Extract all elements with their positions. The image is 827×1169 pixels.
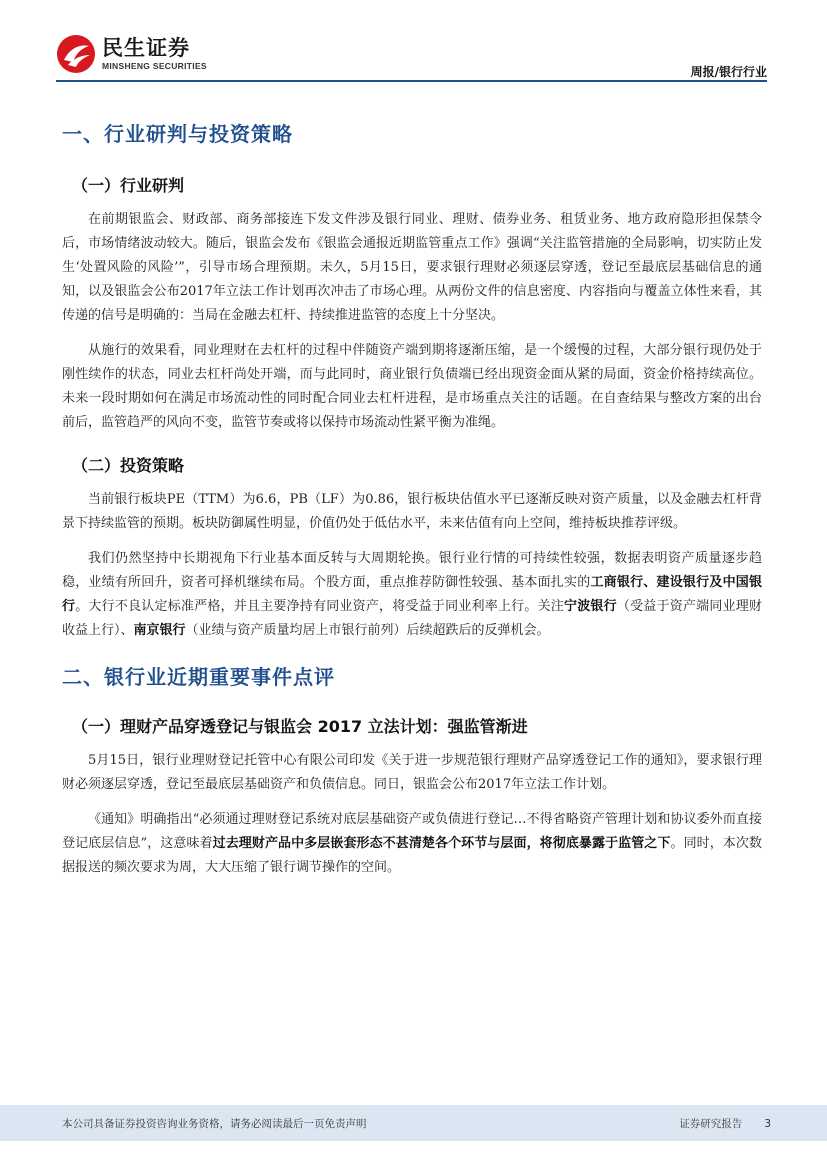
highlight-nanjing-bank: 南京银行	[133, 623, 186, 638]
highlight-banks: 工商银行、建设银行及中国银行	[62, 575, 762, 614]
paragraph: 在前期银监会、财政部、商务部接连下发文件涉及银行同业、理财、债券业务、租赁业务、地方政府隐形担保禁令后，市场情绪波动较大。随后，银监会发布《银监会通报近期监管重点工作》强调“关注监管措施的全局影响，切实防止发生‘处置风险的风险’”，引导市场合理预期。未久，5月15日，要求银行理财必须逐层穿透，登记至最底层基础信息的通知，以及银监会公布2017年立法工作计划再次冲击了市场心理。从两份文件的信息密度、内容指向与覆盖立体性来看，其传递的信号是明确的：当局在金融去杠杆、持续推进监管的态度上十分坚决。	[62, 212, 762, 323]
section-2-title: 二、银行业近期重要事件点评	[62, 665, 335, 689]
page-number: 3	[764, 1118, 771, 1130]
page-header	[0, 0, 827, 82]
text-run: 。大行不良认定标准严格，并且主要净持有同业资产，将受益于同业利率上行。关注	[75, 599, 565, 614]
header-divider	[56, 80, 767, 82]
text-run: （受益于资产端同业理财收益上行）、	[62, 599, 762, 638]
section-2-1-title: （一）理财产品穿透登记与银监会 2017 立法计划：强监管渐进	[72, 717, 528, 736]
highlight-text: 过去理财产品中多层嵌套形态不甚清楚各个环节与层面，将彻底暴露于监管之下	[212, 836, 671, 851]
footer-right	[679, 1116, 771, 1131]
company-logo	[56, 34, 207, 74]
paragraph	[62, 547, 762, 643]
section-1-1-title: （一）行业研判	[72, 176, 185, 195]
report-category: 周报/银行行业	[690, 65, 767, 79]
paragraph: 从施行的效果看，同业理财在去杠杆的过程中伴随资产端到期将逐渐压缩，是一个缓慢的过程，大部分银行现仍处于刚性续作的状态，同业去杠杆尚处开端，而与此同时，商业银行负债端已经出现资金面从紧的局面，资金价格持续高位。未来一段时期如何在满足市场流动性的同时配合同业去杠杆进程，是市场重点关注的话题。在自查结果与整改方案的出台前后，监管趋严的风向不变，监管节奏或将以保持市场流动性紧平衡为准绳。	[62, 343, 762, 430]
report-body	[62, 118, 762, 880]
disclaimer-note: 本公司具备证券投资咨询业务资格，请务必阅读最后一页免责声明	[62, 1118, 367, 1130]
section-1-title: 一、行业研判与投资策略	[62, 122, 293, 146]
section-1-2-title: （二）投资策略	[72, 456, 185, 475]
highlight-ningbo-bank: 宁波银行	[564, 599, 617, 614]
text-run: 我们仍然坚持中长期视角下行业基本面反转与大周期轮换。银行业行情的可持续性较强，数据表明资产质量逐步趋稳，业绩有所回升，资者可择机继续布局。个股方面，重点推荐防御性较强、基本面扎实的	[62, 551, 762, 590]
logo-chinese-name: 民生证券	[102, 35, 190, 60]
minsheng-logo-icon	[56, 34, 96, 74]
text-run: （业绩与资产质量均居上市银行前列）后续超跌后的反弹机会。	[185, 623, 550, 638]
page-footer	[0, 1105, 827, 1141]
report-type: 证券研究报告	[679, 1118, 743, 1130]
text-run: 。同时，本次数据报送的频次要求为周，大大压缩了银行调节操作的空间。	[62, 836, 762, 875]
paragraph: 当前银行板块PE（TTM）为6.6，PB（LF）为0.86，银行板块估值水平已逐渐反映对资产质量，以及金融去杠杆背景下持续监管的预期。板块防御属性明显，价值仍处于低估水平，未来估值有向上空间，维持板块推荐评级。	[62, 492, 762, 531]
logo-english-name: MINSHENG SECURITIES	[102, 60, 207, 71]
text-run: 《通知》明确指出“必须通过理财登记系统对底层基础资产或负债进行登记…不得省略资产管理计划和协议委外而直接登记底层信息”，这意味着	[62, 812, 762, 851]
paragraph: 5月15日，银行业理财登记托管中心有限公司印发《关于进一步规范银行理财产品穿透登记工作的通知》，要求银行理财必须逐层穿透，登记至最底层基础资产和负债信息。同日，银监会公布2017年立法工作计划。	[62, 753, 762, 792]
paragraph	[62, 808, 762, 880]
